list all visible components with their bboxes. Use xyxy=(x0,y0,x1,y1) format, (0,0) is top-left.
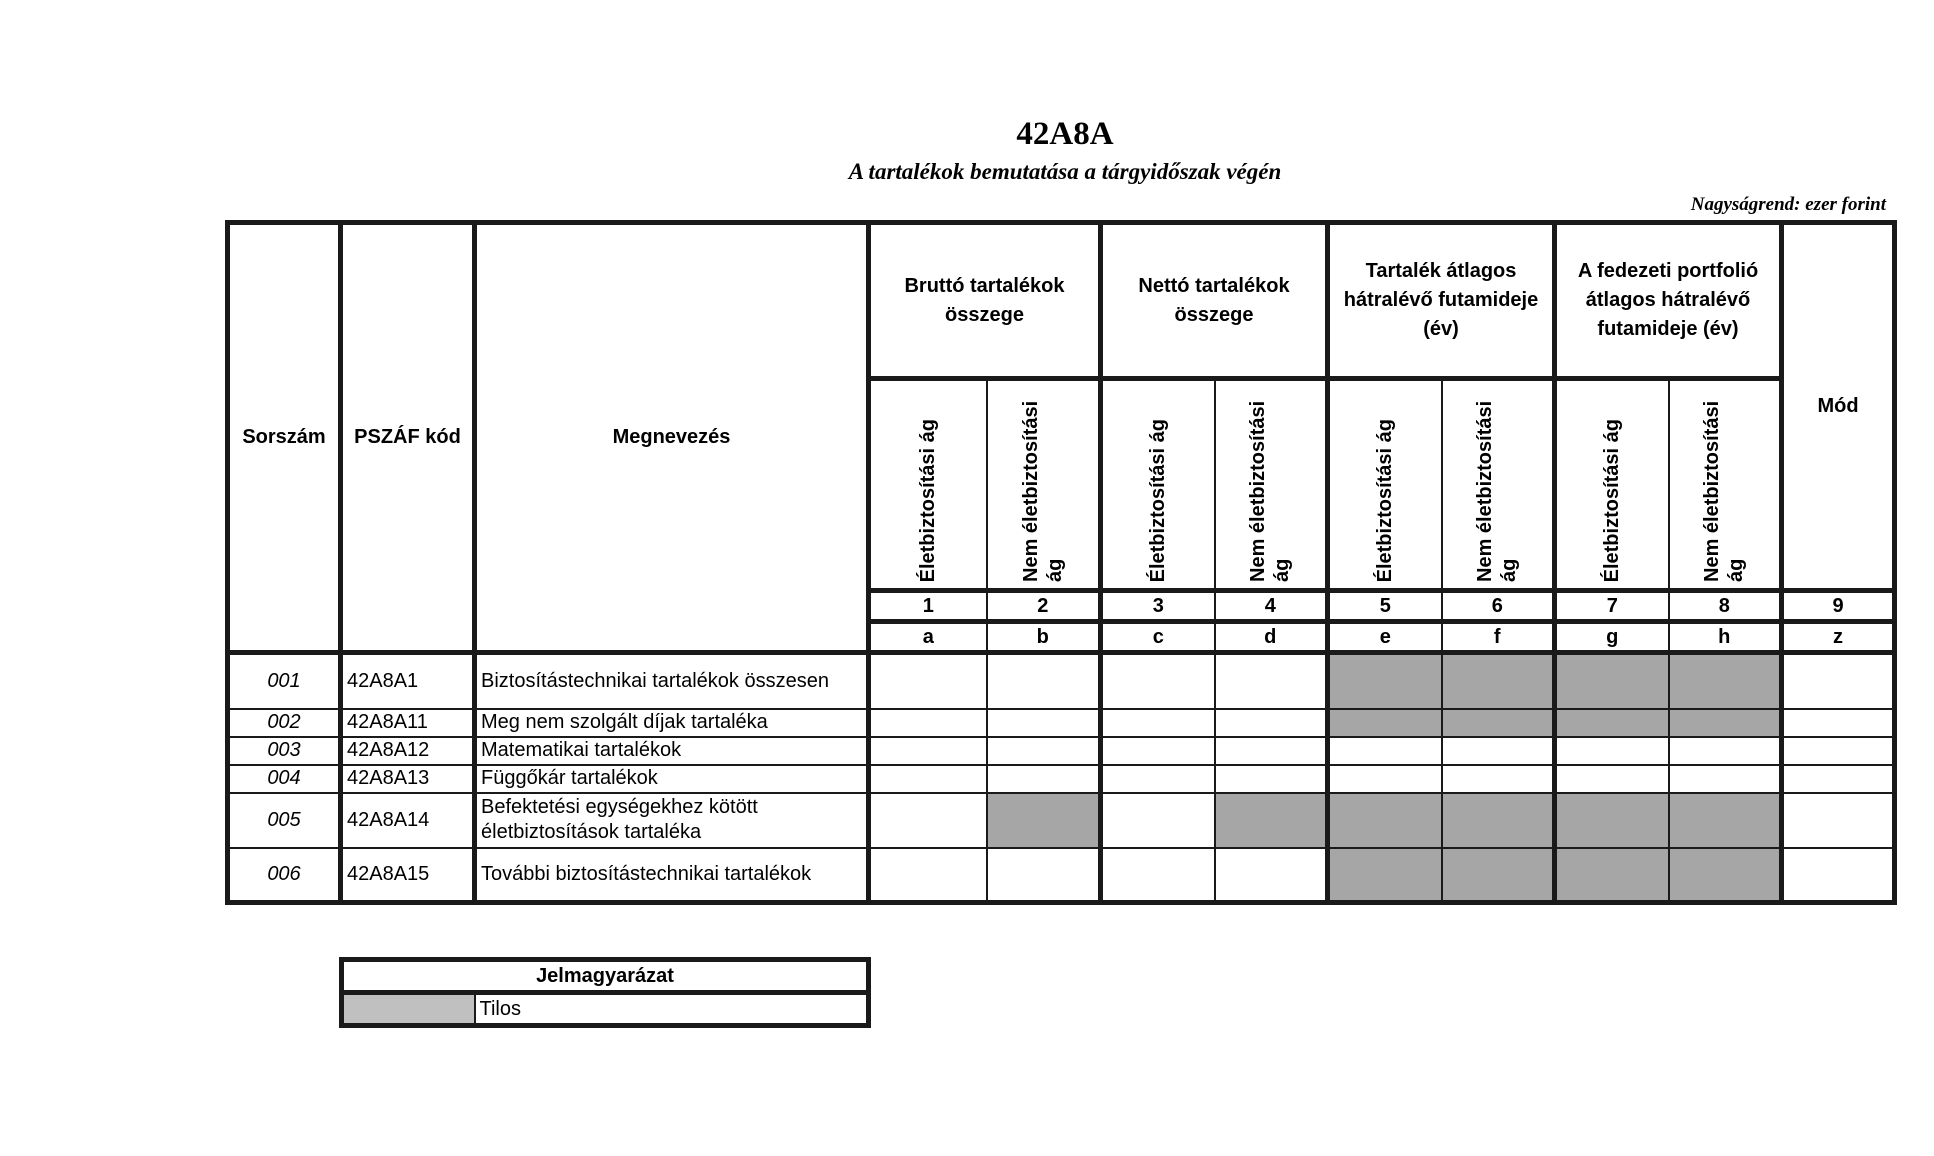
form-subtitle: A tartalékok bemutatása a tárgyidőszak végén xyxy=(848,159,1282,184)
subheader-life-1: Életbiztosítási ág xyxy=(869,379,987,591)
group-header-netto: Nettó tartalékok összege xyxy=(1101,223,1328,379)
row-name: Meg nem szolgált díjak tartaléka xyxy=(475,709,869,737)
input-cell[interactable] xyxy=(1101,653,1215,709)
input-cell[interactable] xyxy=(1328,737,1442,765)
row-name: További biztosítástechnikai tartalékok xyxy=(475,848,869,903)
input-cell[interactable] xyxy=(1101,737,1215,765)
input-cell[interactable] xyxy=(987,765,1101,793)
legend-title: Jelmagyarázat xyxy=(342,960,869,993)
input-cell[interactable] xyxy=(1782,765,1895,793)
input-cell[interactable] xyxy=(987,737,1101,765)
col-number: 6 xyxy=(1442,591,1555,622)
input-cell[interactable] xyxy=(1782,709,1895,737)
col-number: 3 xyxy=(1101,591,1215,622)
subheader-nonlife-1: Nem életbiztosítási ág xyxy=(987,379,1101,591)
col-number: 9 xyxy=(1782,591,1895,622)
row-sorszam: 003 xyxy=(228,737,341,765)
input-cell[interactable] xyxy=(1215,653,1328,709)
forbidden-cell xyxy=(1328,653,1442,709)
forbidden-cell xyxy=(1555,793,1669,848)
row-code: 42A8A12 xyxy=(341,737,475,765)
input-cell[interactable] xyxy=(1101,848,1215,903)
table-row xyxy=(228,737,1895,765)
table-row xyxy=(228,848,1895,903)
forbidden-cell xyxy=(987,793,1101,848)
input-cell[interactable] xyxy=(1101,765,1215,793)
col-header-megnevezes: Megnevezés xyxy=(475,223,869,653)
input-cell[interactable] xyxy=(1442,765,1555,793)
subheader-life-2: Életbiztosítási ág xyxy=(1101,379,1215,591)
forbidden-cell xyxy=(1328,793,1442,848)
input-cell[interactable] xyxy=(987,848,1101,903)
input-cell[interactable] xyxy=(1782,737,1895,765)
subheader-life-3: Életbiztosítási ág xyxy=(1328,379,1442,591)
input-cell[interactable] xyxy=(1669,737,1782,765)
col-letter: z xyxy=(1782,622,1895,653)
legend-table xyxy=(339,957,871,1028)
col-letter: e xyxy=(1328,622,1442,653)
col-letter: d xyxy=(1215,622,1328,653)
forbidden-cell xyxy=(1555,709,1669,737)
input-cell[interactable] xyxy=(1328,765,1442,793)
form-code-title: 42A8A xyxy=(1016,116,1114,152)
forbidden-cell xyxy=(1442,709,1555,737)
forbidden-cell xyxy=(1442,793,1555,848)
input-cell[interactable] xyxy=(1101,793,1215,848)
col-number: 8 xyxy=(1669,591,1782,622)
subheader-nonlife-4: Nem életbiztosítási ág xyxy=(1669,379,1782,591)
table-row xyxy=(228,765,1895,793)
input-cell[interactable] xyxy=(1782,848,1895,903)
subheader-life-4: Életbiztosítási ág xyxy=(1555,379,1669,591)
row-sorszam: 001 xyxy=(228,653,341,709)
legend-forbidden-label: Tilos xyxy=(475,993,869,1026)
input-cell[interactable] xyxy=(987,709,1101,737)
unit-note: Nagyságrend: ezer forint xyxy=(1690,194,1886,215)
input-cell[interactable] xyxy=(1555,737,1669,765)
col-letter: a xyxy=(869,622,987,653)
row-name: Matematikai tartalékok xyxy=(475,737,869,765)
col-header-sorszam: Sorszám xyxy=(228,223,341,653)
row-sorszam: 002 xyxy=(228,709,341,737)
col-letter: f xyxy=(1442,622,1555,653)
col-number: 4 xyxy=(1215,591,1328,622)
subheader-nonlife-3: Nem életbiztosítási ág xyxy=(1442,379,1555,591)
row-code: 42A8A11 xyxy=(341,709,475,737)
row-sorszam: 006 xyxy=(228,848,341,903)
row-code: 42A8A1 xyxy=(341,653,475,709)
input-cell[interactable] xyxy=(869,848,987,903)
forbidden-cell xyxy=(1669,793,1782,848)
row-name: Függőkár tartalékok xyxy=(475,765,869,793)
col-letter: g xyxy=(1555,622,1669,653)
input-cell[interactable] xyxy=(1782,653,1895,709)
input-cell[interactable] xyxy=(1669,765,1782,793)
forbidden-cell xyxy=(1669,848,1782,903)
row-sorszam: 005 xyxy=(228,793,341,848)
input-cell[interactable] xyxy=(1215,737,1328,765)
input-cell[interactable] xyxy=(1442,737,1555,765)
col-letter: c xyxy=(1101,622,1215,653)
col-letter: h xyxy=(1669,622,1782,653)
group-header-portfolio-duration: A fedezeti portfolió átlagos hátralévő futamideje (év) xyxy=(1555,223,1782,379)
row-name: Biztosítástechnikai tartalékok összesen xyxy=(475,653,869,709)
input-cell[interactable] xyxy=(869,709,987,737)
col-number: 5 xyxy=(1328,591,1442,622)
input-cell[interactable] xyxy=(869,793,987,848)
col-header-mod: Mód xyxy=(1782,223,1895,591)
input-cell[interactable] xyxy=(1215,765,1328,793)
forbidden-cell xyxy=(1328,848,1442,903)
input-cell[interactable] xyxy=(869,737,987,765)
forbidden-cell xyxy=(1555,848,1669,903)
row-name: Befektetési egységekhez kötött életbiztosítások tartaléka xyxy=(475,793,869,848)
input-cell[interactable] xyxy=(1215,848,1328,903)
forbidden-cell xyxy=(1215,793,1328,848)
row-sorszam: 004 xyxy=(228,765,341,793)
col-header-pszaf-code: PSZÁF kód xyxy=(341,223,475,653)
forbidden-cell xyxy=(1669,653,1782,709)
col-number: 2 xyxy=(987,591,1101,622)
input-cell[interactable] xyxy=(1555,765,1669,793)
forbidden-cell xyxy=(1328,709,1442,737)
col-number: 1 xyxy=(869,591,987,622)
reserves-table xyxy=(225,220,1897,905)
group-header-reserve-duration: Tartalék átlagos hátralévő futamideje (év) xyxy=(1328,223,1555,379)
legend-forbidden-swatch xyxy=(342,993,475,1026)
col-number: 7 xyxy=(1555,591,1669,622)
input-cell[interactable] xyxy=(1215,709,1328,737)
forbidden-cell xyxy=(1669,709,1782,737)
row-code: 42A8A15 xyxy=(341,848,475,903)
input-cell[interactable] xyxy=(869,653,987,709)
forbidden-cell xyxy=(1442,653,1555,709)
input-cell[interactable] xyxy=(1101,709,1215,737)
input-cell[interactable] xyxy=(987,653,1101,709)
table-row xyxy=(228,709,1895,737)
forbidden-cell xyxy=(1442,848,1555,903)
group-header-brutto: Bruttó tartalékok összege xyxy=(869,223,1101,379)
input-cell[interactable] xyxy=(1782,793,1895,848)
table-row xyxy=(228,653,1895,709)
row-code: 42A8A14 xyxy=(341,793,475,848)
col-letter: b xyxy=(987,622,1101,653)
forbidden-cell xyxy=(1555,653,1669,709)
row-code: 42A8A13 xyxy=(341,765,475,793)
input-cell[interactable] xyxy=(869,765,987,793)
table-row xyxy=(228,793,1895,848)
subheader-nonlife-2: Nem életbiztosítási ág xyxy=(1215,379,1328,591)
